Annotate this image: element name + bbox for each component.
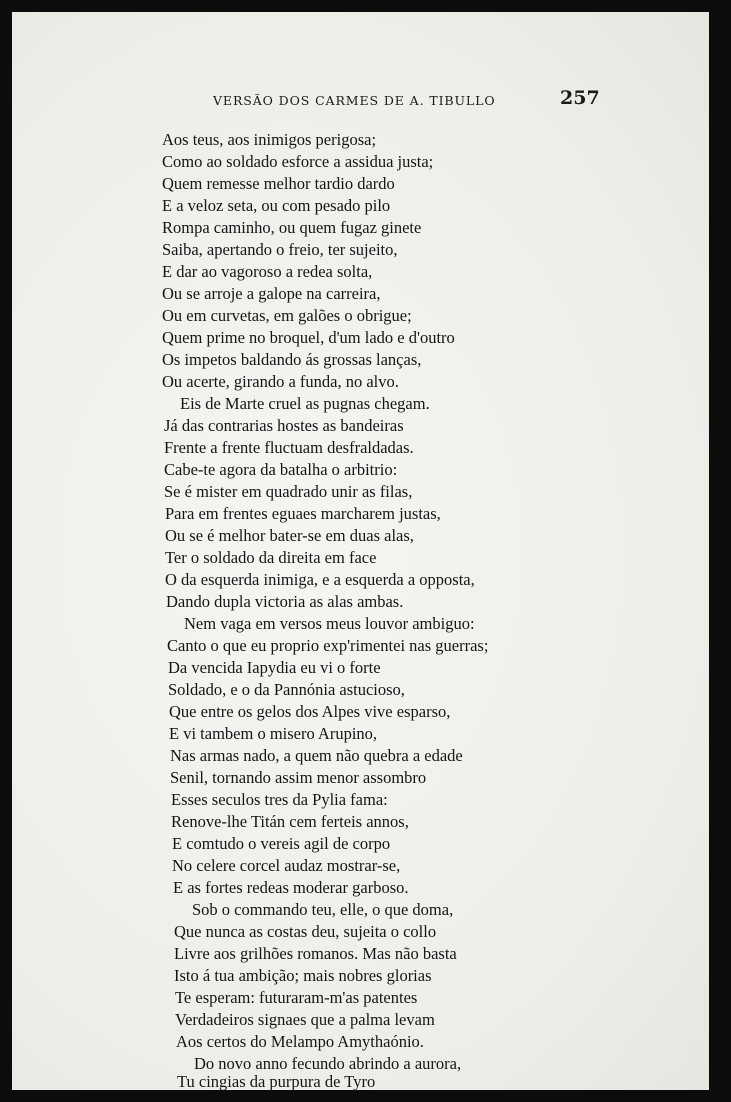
verse-line: E vi tambem o misero Arupino, <box>169 724 378 743</box>
verse-line: Ou em curvetas, em galões o obrigue; <box>162 306 412 325</box>
verse-line: Isto á tua ambição; mais nobres glorias <box>174 966 432 985</box>
book-page <box>12 12 709 1090</box>
verse-line: No celere corcel audaz mostrar-se, <box>172 856 401 875</box>
verse-line: Senil, tornando assim menor assombro <box>170 768 427 787</box>
verse-line: E dar ao vagoroso a redea solta, <box>162 262 373 281</box>
verse-line: Do novo anno fecundo abrindo a aurora, <box>194 1054 462 1073</box>
verse-line: E a veloz seta, ou com pesado pilo <box>162 196 391 215</box>
verse-line: Esses seculos tres da Pylia fama: <box>171 790 388 809</box>
verse-line: Ter o soldado da direita em face <box>165 548 377 567</box>
verse-line: Sob o commando teu, elle, o que doma, <box>192 900 454 919</box>
verse-line: Ou se arroje a galope na carreira, <box>162 284 381 303</box>
verse-line: Verdadeiros signaes que a palma levam <box>175 1010 435 1029</box>
verse-line: Rompa caminho, ou quem fugaz ginete <box>162 218 422 237</box>
verse-line: Cabe-te agora da batalha o arbitrio: <box>164 460 398 479</box>
verse-line: Já das contrarias hostes as bandeiras <box>164 416 404 435</box>
verse-line: E comtudo o vereis agil de corpo <box>172 834 391 853</box>
verse-line: Renove-lhe Titán cem ferteis annos, <box>171 812 409 831</box>
verse-line: Eis de Marte cruel as pugnas chegam. <box>180 394 430 413</box>
verse-line: Quem remesse melhor tardio dardo <box>162 174 395 193</box>
verse-line: Ou acerte, girando a funda, no alvo. <box>162 372 399 391</box>
verse-line: Nas armas nado, a quem não quebra a edade <box>170 746 463 765</box>
verse-line: Quem prime no broquel, d'um lado e d'outro <box>162 328 455 347</box>
poem-text <box>12 12 709 1090</box>
verse-line: Que nunca as costas deu, sujeita o collo <box>174 922 437 941</box>
verse-line: Aos teus, aos inimigos perigosa; <box>162 130 377 149</box>
verse-line: Canto o que eu proprio exp'rimentei nas guerras; <box>167 636 489 655</box>
verse-line: Soldado, e o da Pannónia astucioso, <box>168 680 405 699</box>
verse-line: E as fortes redeas moderar garboso. <box>173 878 409 897</box>
verse-line: Te esperam: futuraram-m'as patentes <box>175 988 418 1007</box>
running-head: VERSÃO DOS CARMES DE A. TIBULLO <box>213 93 496 108</box>
verse-line: Os impetos baldando ás grossas lanças, <box>162 350 422 369</box>
verse-line: Que entre os gelos dos Alpes vive esparso, <box>169 702 451 721</box>
verse-line: Para em frentes eguaes marcharem justas, <box>165 504 441 523</box>
verse-line: Saiba, apertando o freio, ter sujeito, <box>162 240 398 259</box>
verse-line: Dando dupla victoria as alas ambas. <box>166 592 404 611</box>
verse-line: Nem vaga em versos meus louvor ambiguo: <box>184 614 475 633</box>
verse-line: Ou se é melhor bater-se em duas alas, <box>165 526 414 545</box>
verse-line: Se é mister em quadrado unir as filas, <box>164 482 413 501</box>
verse-line: Aos certos do Melampo Amythaónio. <box>176 1032 424 1051</box>
verse-line: Como ao soldado esforce a assidua justa; <box>162 152 434 171</box>
verse-line: Livre aos grilhões romanos. Mas não basta <box>174 944 457 963</box>
verse-line: O da esquerda inimiga, e a esquerda a opposta, <box>165 570 475 589</box>
verse-line: Da vencida Iapydia eu vi o forte <box>168 658 381 677</box>
verse-line: Tu cingias da purpura de Tyro <box>177 1072 376 1091</box>
page-number: 257 <box>560 87 600 109</box>
verse-line: Frente a frente fluctuam desfraldadas. <box>164 438 414 457</box>
